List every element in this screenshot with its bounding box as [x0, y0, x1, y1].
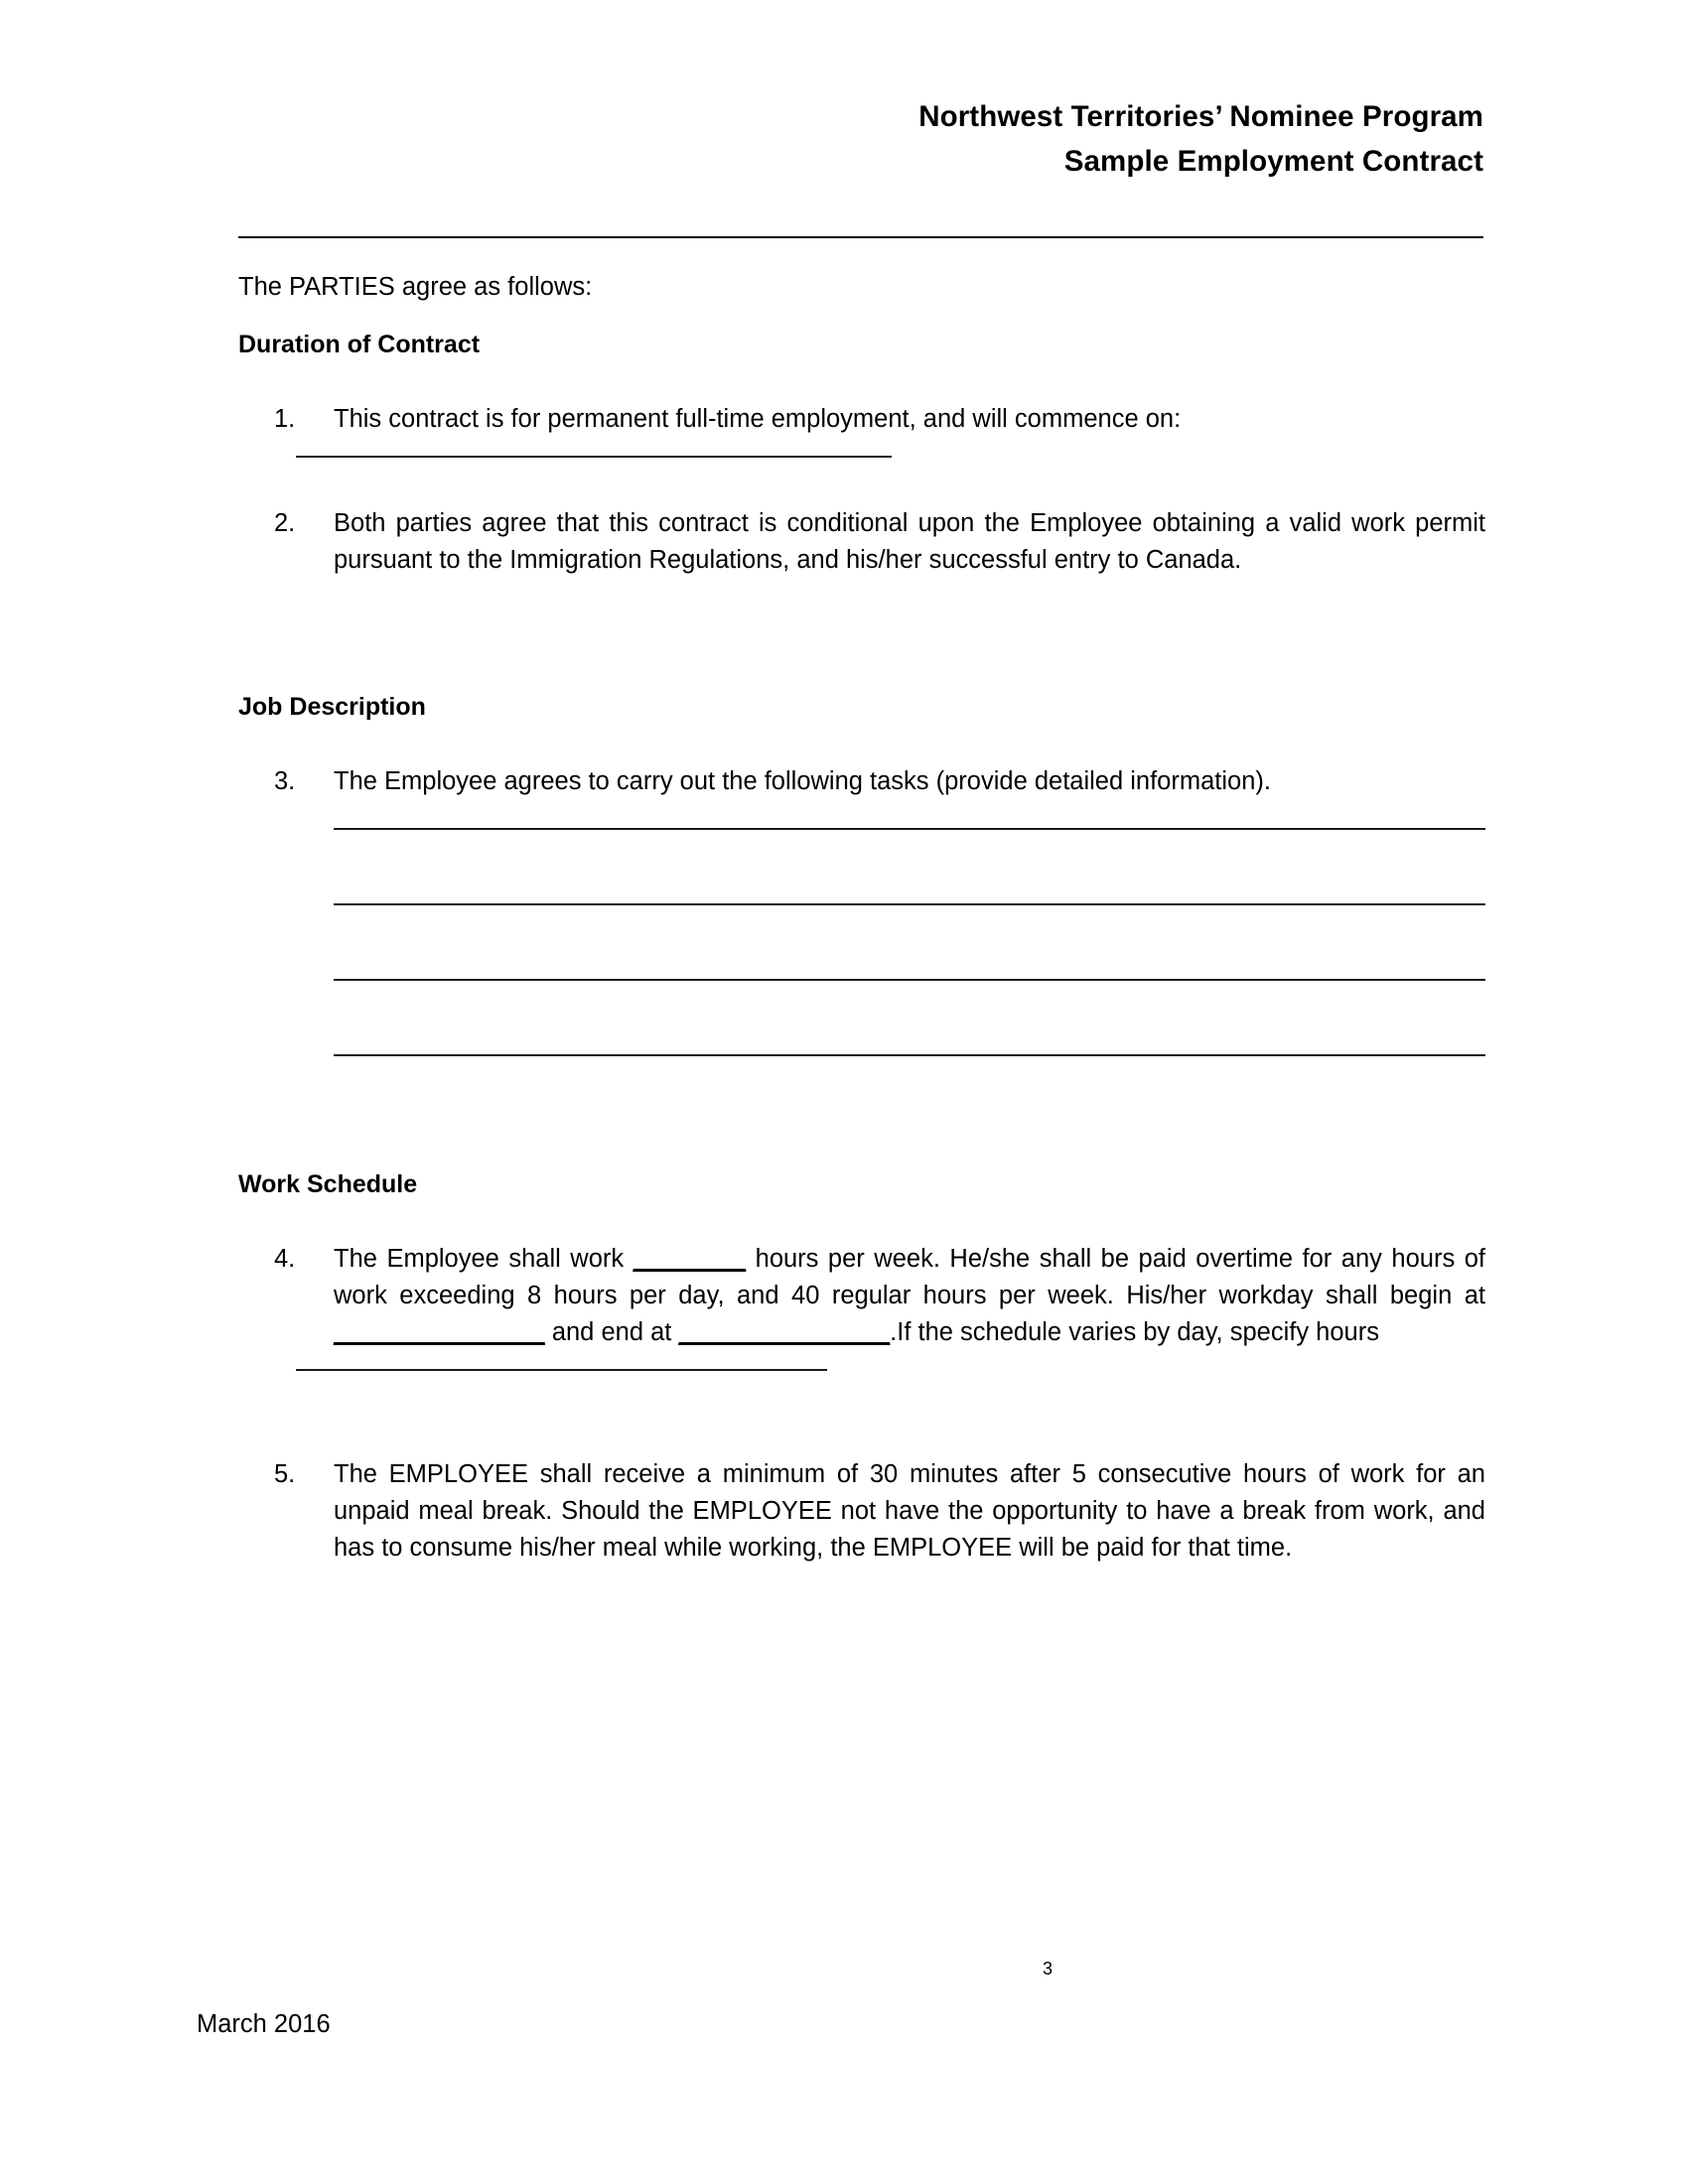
document-body — [238, 270, 1485, 1567]
clause-4-part-1: The Employee shall work — [334, 1245, 633, 1273]
spacer — [238, 1351, 1485, 1369]
clause-4-part-4: .If the schedule varies by day, specify hours — [890, 1318, 1379, 1346]
spacer — [238, 579, 1485, 690]
spacer — [334, 830, 1485, 903]
spacer — [238, 1056, 1485, 1167]
clause-3 — [238, 763, 1485, 800]
section-heading-duration-of-contract: Duration of Contract — [238, 331, 481, 358]
spacer — [238, 800, 1485, 828]
clause-1-number: 1. — [274, 405, 296, 433]
clause-1-text: This contract is for permanent full-time employment, and will commence on: — [334, 405, 1182, 433]
header-divider-rule — [238, 236, 1483, 238]
clause-4-part-3: and end at — [544, 1318, 679, 1346]
header-title-line-2: Sample Employment Contract — [1063, 145, 1483, 178]
section-heading-work-schedule: Work Schedule — [238, 1170, 418, 1198]
clause-2-text: Both parties agree that this contract is conditional upon the Employee obtaining a valid work permit pursuant to the Immigration Regulations, and his/her successful entry to Canada. — [334, 509, 1485, 574]
footer-date: March 2016 — [197, 2010, 331, 2038]
clause-3-number: 3. — [274, 767, 296, 795]
clause-5-text: The EMPLOYEE shall receive a minimum of 30 minutes after 5 consecutive hours of work for an unpaid meal break. Should the EMPLOYEE not have the opportunity to have a break from work, and has to consume his/her meal while working, the EMPLOYEE will be paid for that time. — [334, 1460, 1485, 1562]
clause-2-number: 2. — [274, 509, 296, 537]
clause-1 — [238, 401, 1485, 438]
spacer — [238, 1201, 1485, 1241]
clause-3-text: The Employee agrees to carry out the following tasks (provide detailed information). — [334, 767, 1271, 795]
spacer — [238, 438, 1485, 456]
clause-3-fill-area — [238, 828, 1485, 1056]
header-title-line-1: Northwest Territories’ Nominee Program — [918, 100, 1483, 133]
spacer — [334, 905, 1485, 979]
section-heading-job-description: Job Description — [238, 693, 426, 721]
clause-4-number: 4. — [274, 1245, 296, 1273]
intro-paragraph: The PARTIES agree as follows: — [238, 273, 593, 301]
clause-4 — [238, 1241, 1485, 1351]
clause-4-blank-end-time[interactable]: _______________ — [678, 1318, 891, 1346]
clause-4-blank-start-time[interactable]: _______________ — [334, 1318, 545, 1346]
page-number: 3 — [1043, 1959, 1054, 1979]
clause-2 — [238, 505, 1485, 579]
spacer — [238, 458, 1485, 505]
spacer — [238, 1371, 1485, 1456]
clause-4-text — [334, 1241, 1485, 1351]
spacer — [238, 361, 1485, 401]
clause-4-part-2: hours per week. He/she shall be paid overtime for any hours of work exceeding 8 hours per day, and 40 regular hours per week. His/her workday shall begin at — [334, 1245, 1485, 1309]
clause-4-blank-hours-per-week[interactable]: ________ — [633, 1245, 747, 1273]
spacer — [238, 724, 1485, 763]
spacer — [334, 981, 1485, 1054]
document-header — [238, 94, 1483, 184]
clause-5-number: 5. — [274, 1460, 296, 1488]
clause-5 — [238, 1456, 1485, 1567]
